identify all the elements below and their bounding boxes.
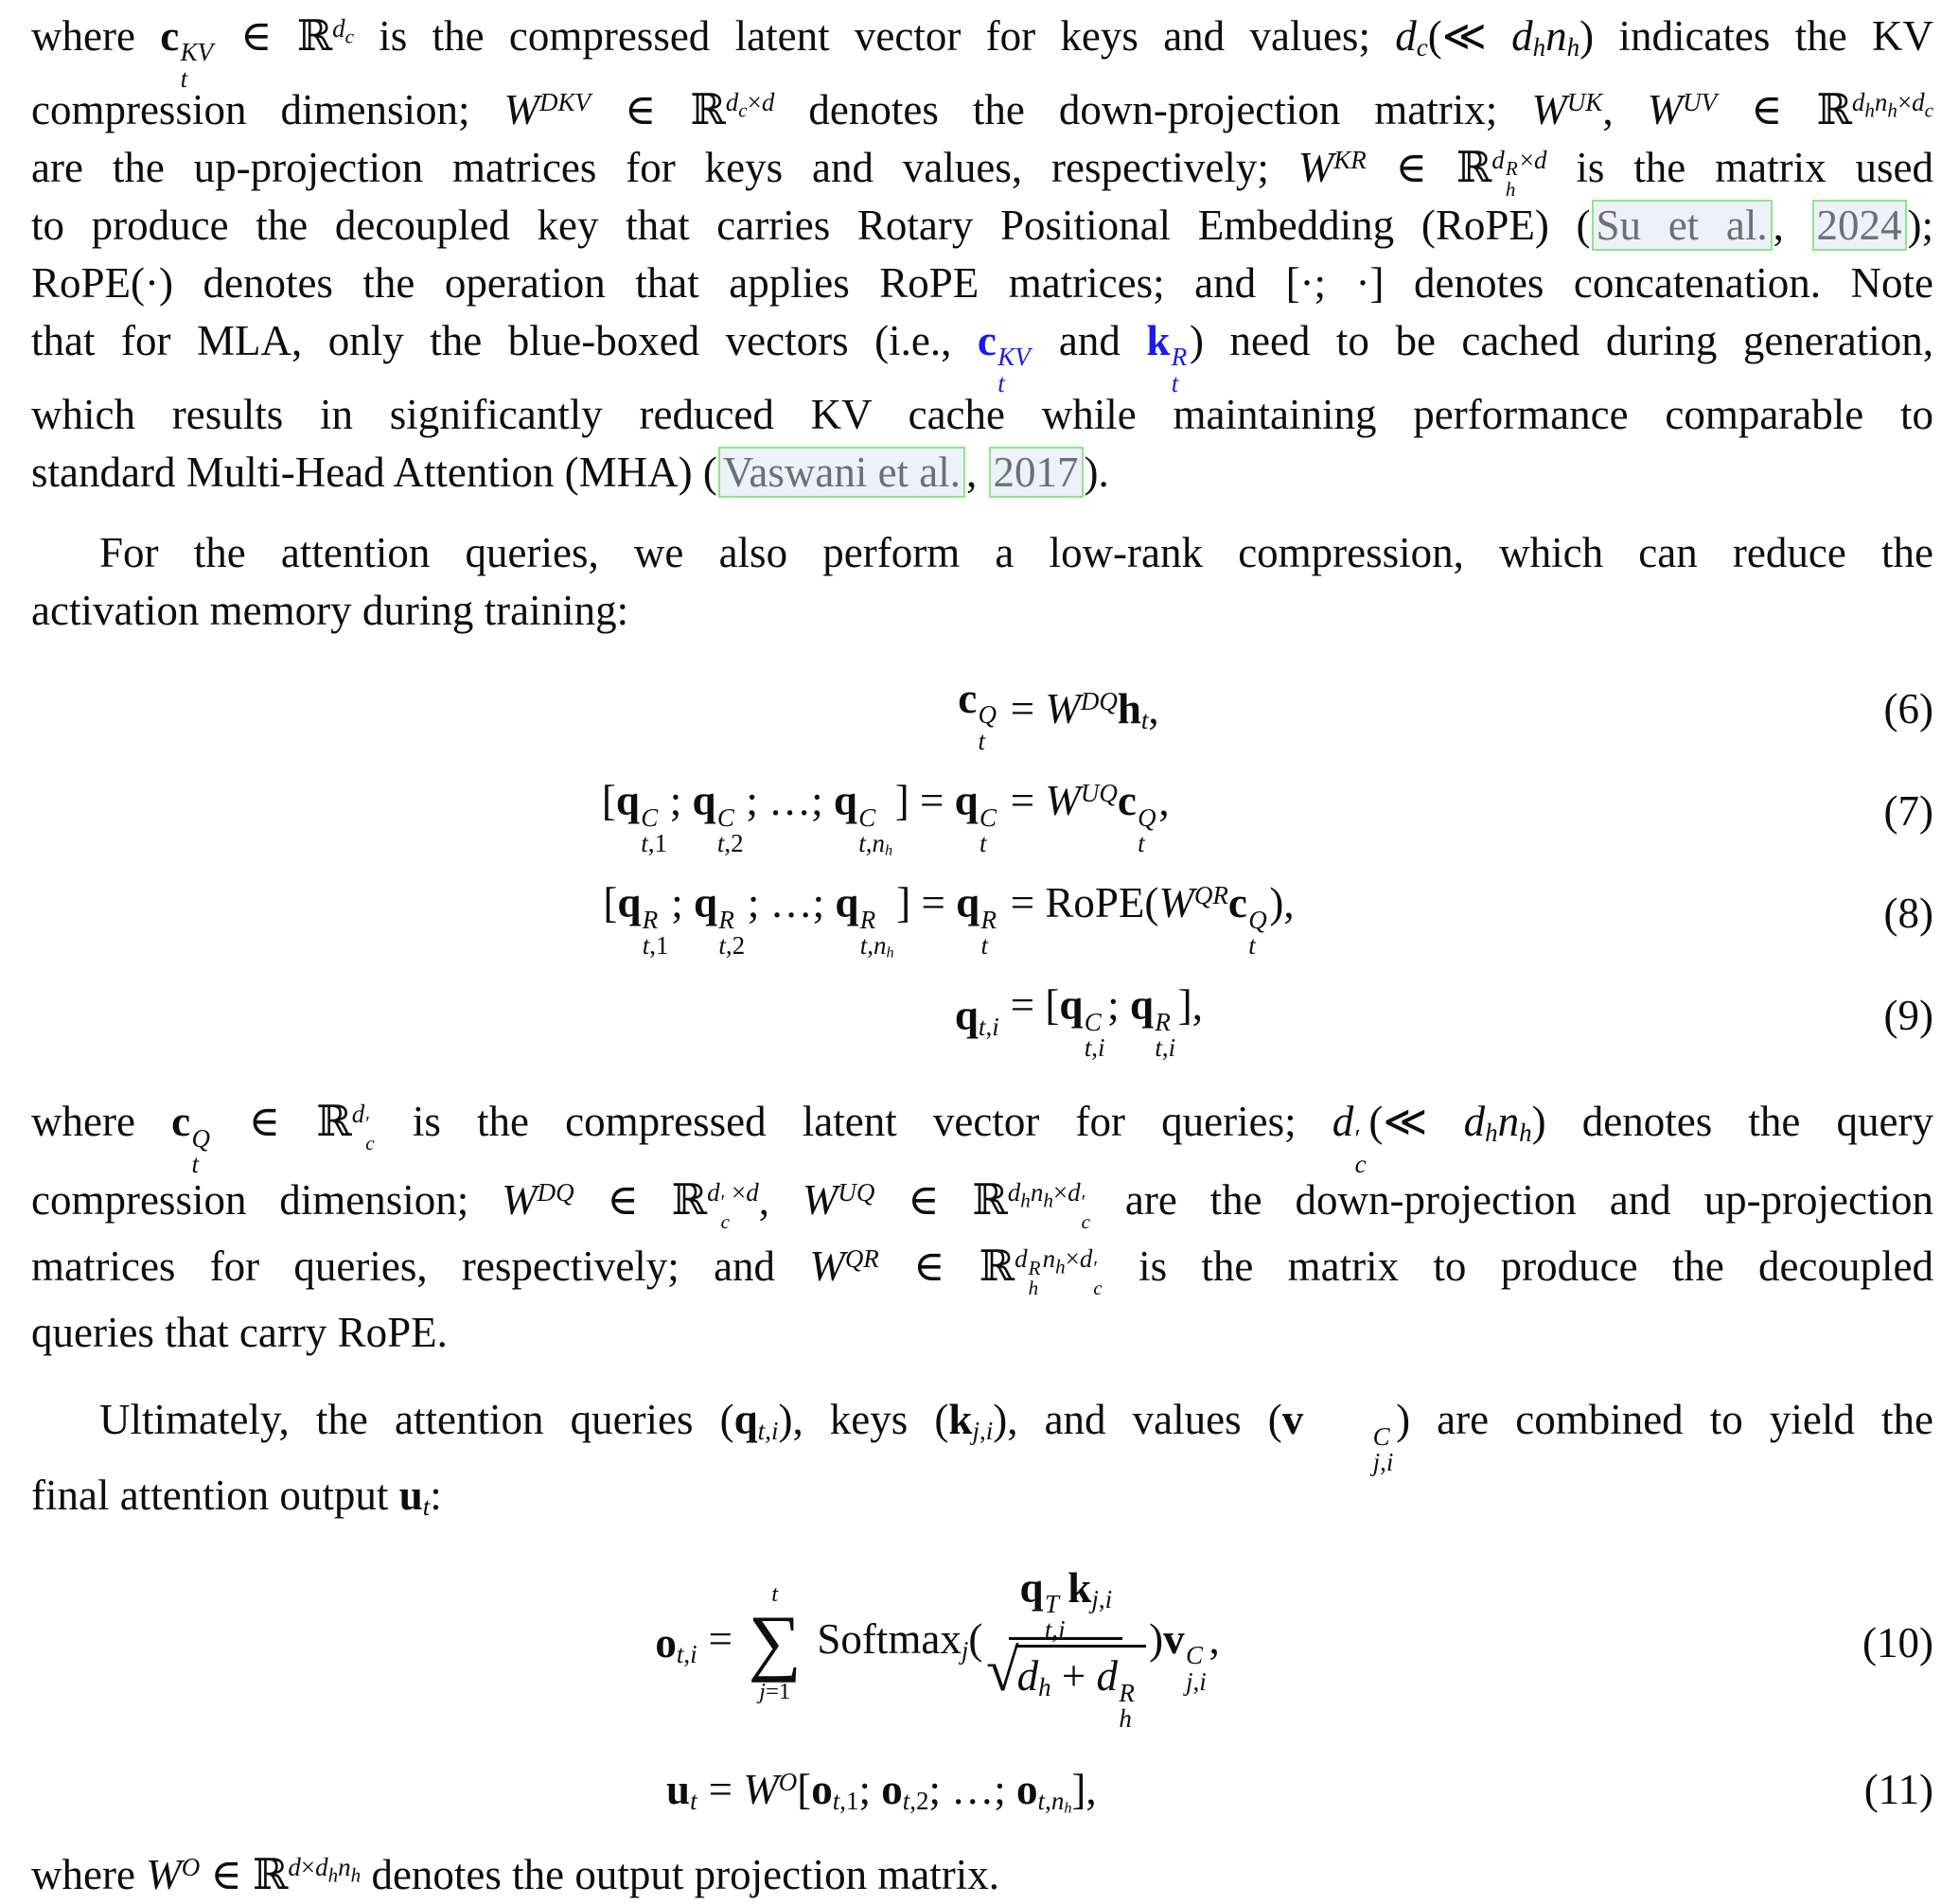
equation-9-number: (9) xyxy=(1883,992,1933,1040)
text-line: queries that carry RoPE. xyxy=(31,1309,448,1357)
paragraph-output-projection xyxy=(31,1846,1933,1904)
equation-8-lhs: [q R t,1 ; q R t,2 ; …; q R $t,n_h$ ] = q R t xyxy=(603,879,997,961)
text-line: final attention output $u_t$: xyxy=(31,1471,442,1521)
text-line: which results in significantly reduced KV cache while maintaining performance comparable to xyxy=(31,391,1933,439)
equation-7-rhs: = $W^{UQ}c$ Q t , xyxy=(1010,777,1170,858)
citation-2017[interactable]: 2017 xyxy=(989,447,1084,498)
text-line: standard Multi-Head Attention (MHA) ( Vaswani et al. , 2017 ). xyxy=(31,449,1109,497)
equation-11-rhs: = $W^O[o_{t,1}$; $o_{t,2}$; …; $o_{t,n_h}$], xyxy=(708,1766,1097,1817)
paragraph-kv-compression xyxy=(31,8,1933,502)
equation-10-rhs: = t ∑ j=1 Softmax$_j$( q T t,i $k_{j,i}$ √ $d_h + d$ R h )v C j,i , xyxy=(708,1563,1220,1734)
equation-6-rhs: = $W^{DQ}h_t$, xyxy=(1010,685,1159,735)
text-line: RoPE(·) denotes the operation that applies RoPE matrices; and [·; ·] denotes concatenation. Note xyxy=(31,259,1933,308)
equation-6-number: (6) xyxy=(1883,685,1933,733)
text-line: where $W^O$ ∈ ℝ$^{d\times d_hn_h}$ denotes the output projection matrix. xyxy=(31,1851,1000,1899)
equation-6-lhs: c Q t xyxy=(958,675,997,755)
equation-8-number: (8) xyxy=(1883,890,1933,938)
text-line: are the up-projection matrices for keys and values, respectively; $W^{KR}$ ∈ ℝ$^{d R h \times d}$ is the matrix used xyxy=(31,144,1933,201)
equation-7-lhs: [q C t,1 ; q C t,2 ; …; q C $t,n_h$ ] = q C t xyxy=(601,777,997,859)
text-line: activation memory during training: xyxy=(31,587,629,635)
citation-vaswani-et-al[interactable]: Vaswani et al. xyxy=(718,447,965,498)
citation-su-et-al[interactable]: Su et al. xyxy=(1592,200,1773,251)
paragraph-attention-output-intro xyxy=(31,1390,1933,1525)
text-line: compression dimension; $W^{DQ}$ ∈ ℝ$^{d ' c \times d}$, $W^{UQ}$ ∈ ℝ$^{d_hn_h\times d ' c}$ are the down-projection and up-projection xyxy=(31,1176,1934,1234)
equation-9-rhs: = [q C t,i ; q R t,i ], xyxy=(1010,981,1204,1063)
equation-9-lhs: $q_{t,i}$ xyxy=(954,992,999,1042)
equation-8-rhs: = $RoPE(W^{QR}c$ Q t ), xyxy=(1010,879,1295,961)
equation-block-1 xyxy=(31,674,1933,1063)
equation-11-lhs: $u_t$ xyxy=(666,1766,697,1816)
paragraph-query-dimensions xyxy=(31,1088,1933,1366)
paragraph-query-compression-intro xyxy=(31,524,1933,640)
equation-10-number: (10) xyxy=(1862,1619,1933,1667)
text-line: For the attention queries, we also perform a low-rank compression, which can reduce the xyxy=(99,529,1933,577)
text-line: that for MLA, only the blue-boxed vectors (i.e., c KV t and k R t ) need to be cached during generation, xyxy=(31,317,1933,397)
text-line: Ultimately, the attention queries $(q_{t,i})$, keys $(k_{j,i})$, and values (v C j,i ) are combined to yield the xyxy=(99,1396,1933,1477)
equation-7-number: (7) xyxy=(1883,787,1933,836)
blue-vector-kr: k R t xyxy=(1146,317,1188,397)
text-line: matrices for queries, respectively; and $W^{QR}$ ∈ ℝ$^{d R h n_h\times d ' c}$ is the matrix to produce the decoupled xyxy=(31,1243,1933,1300)
equation-block-2 xyxy=(31,1565,1933,1815)
text-line: to produce the decoupled key that carries Rotary Positional Embedding (RoPE) ( Su et al. , 2024 ); xyxy=(31,202,1934,250)
equation-11-number: (11) xyxy=(1863,1766,1933,1814)
text-line: where c Q t ∈ ℝ$^{d ' c}$ is the compressed latent vector for queries; d ′ c (≪ $d_hn_h$) denotes the query xyxy=(31,1098,1933,1179)
text-line: where c KV t ∈ ℝ$^{d_c}$ is the compressed latent vector for keys and values; $d_c(≪$ $d_hn_h$) indicates the KV xyxy=(31,12,1933,93)
equation-10-lhs: $o_{t,i}$ xyxy=(655,1619,697,1669)
blue-vector-ckv: c KV t xyxy=(977,317,1031,397)
text-line: compression dimension; $W^{DKV}$ ∈ ℝ$^{d_c\times d}$ denotes the down-projection matrix; $W^{UK}$, $W^{UV}$ ∈ ℝ$^{d_hn_h\times d_c}$ xyxy=(31,86,1934,134)
citation-2024[interactable]: 2024 xyxy=(1812,200,1907,251)
